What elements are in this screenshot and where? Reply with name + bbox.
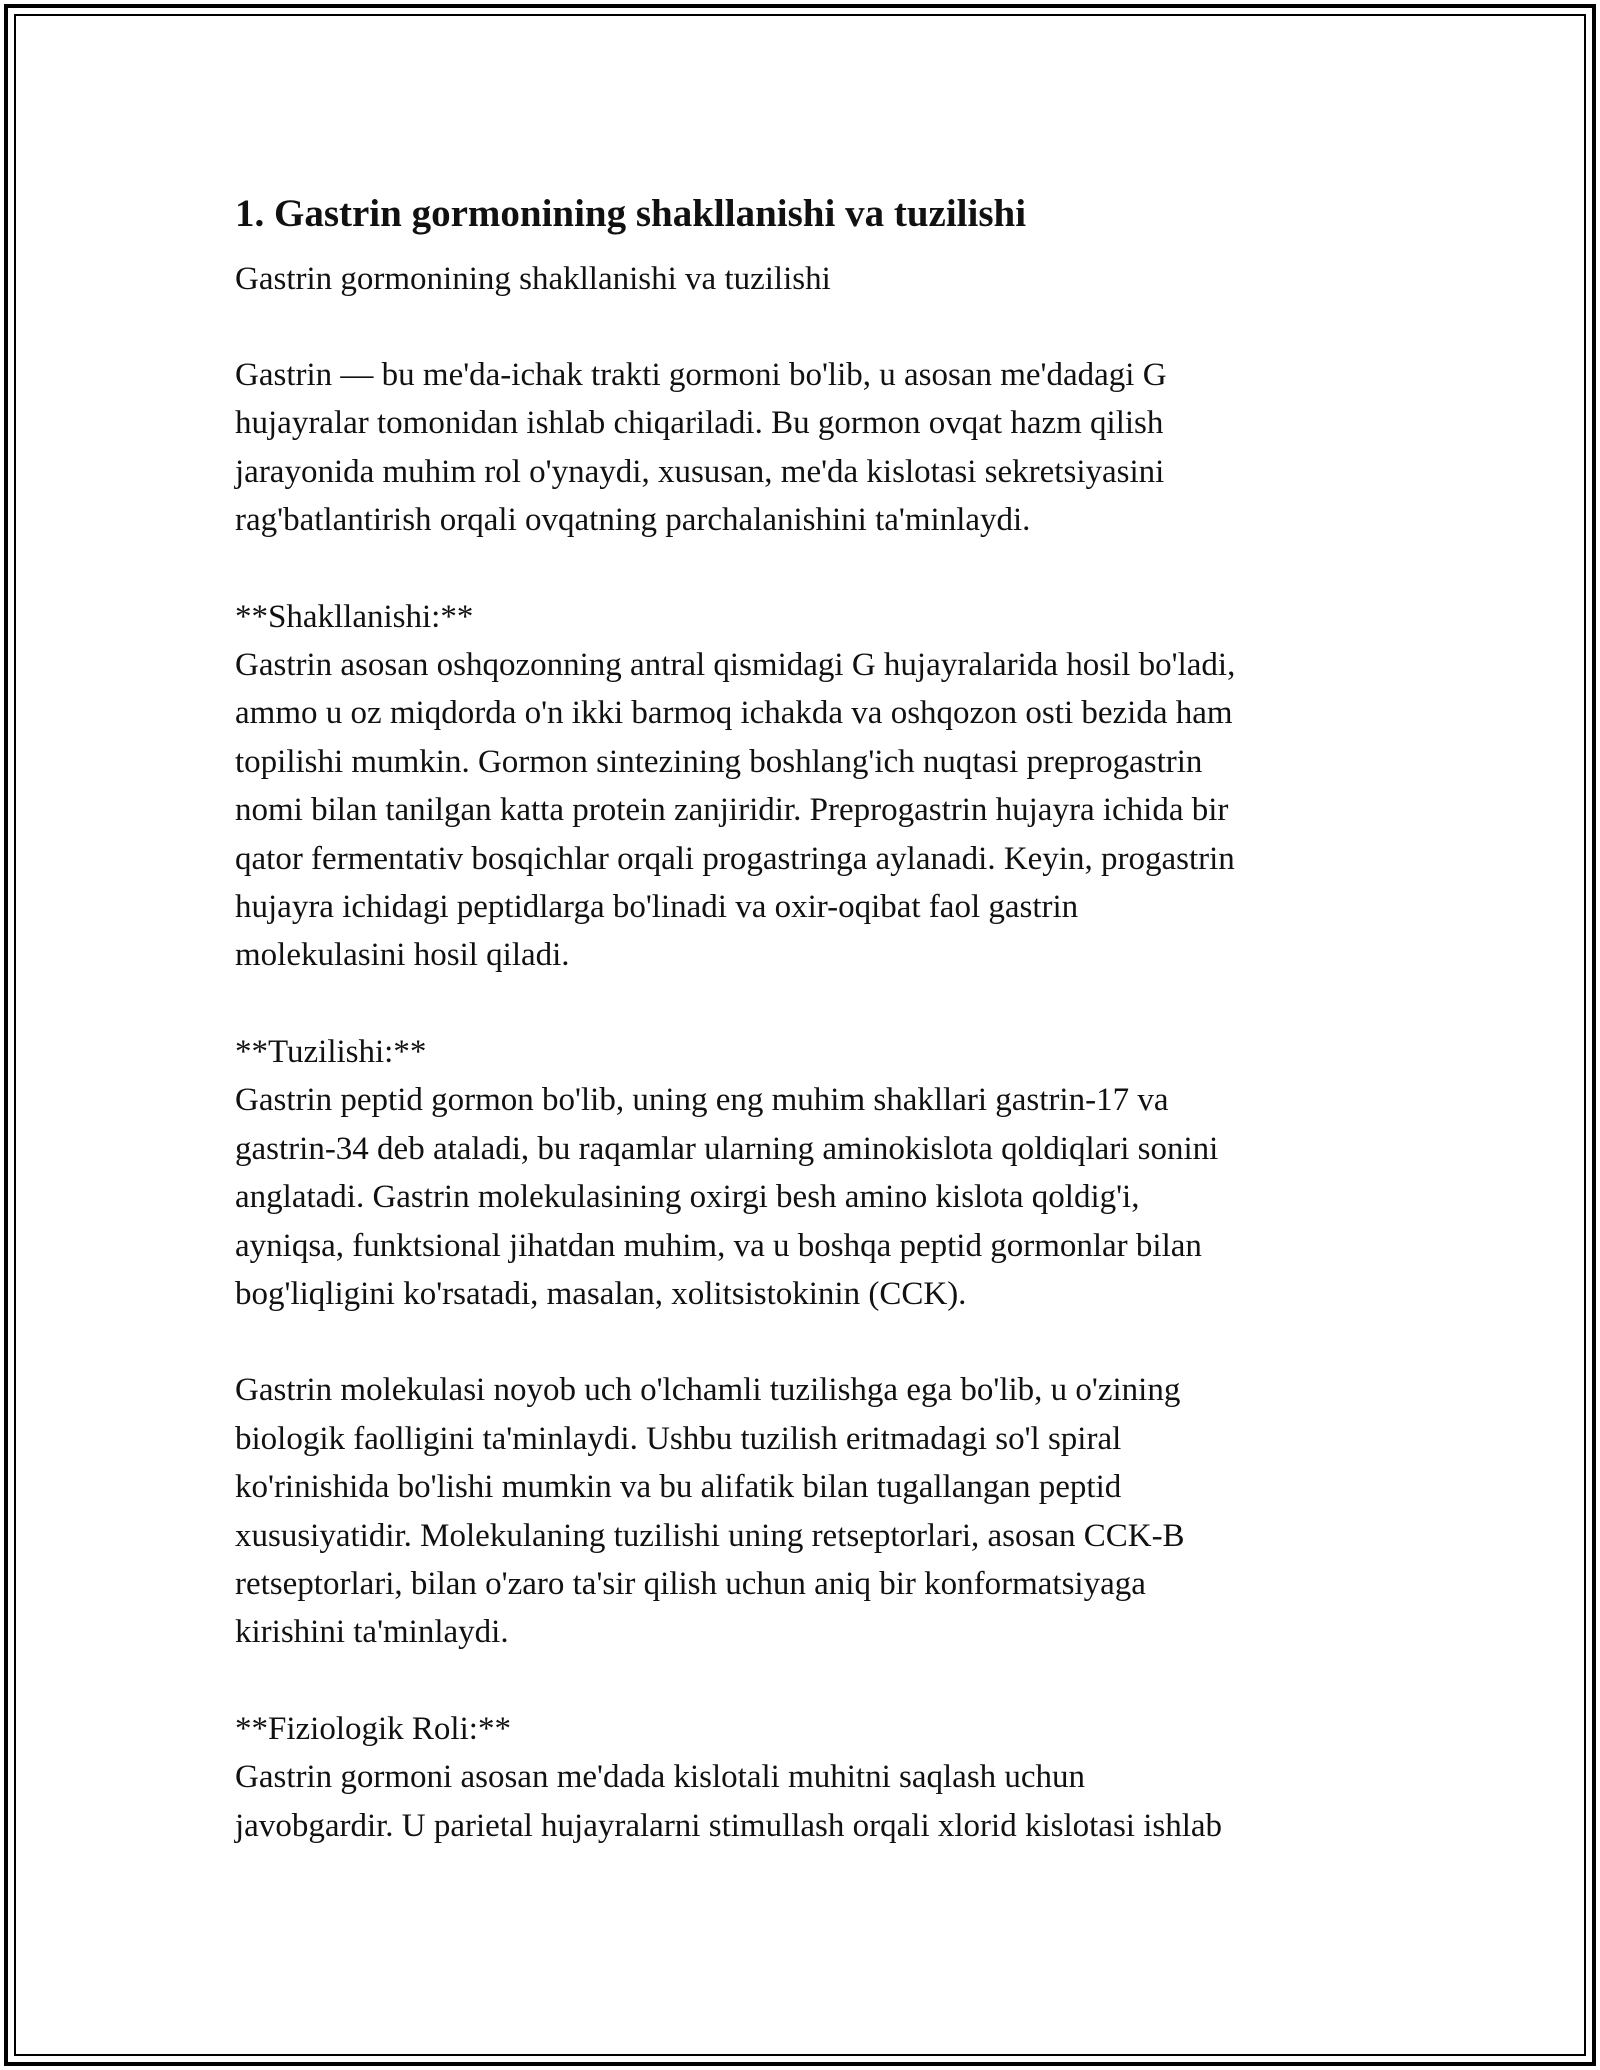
paragraph-molecule-structure: Gastrin molekulasi noyob uch o'lchamli tuzilishga ega bo'lib, u o'zining biologik faolligini ta'minlaydi. Ushbu tuzilish eritmadagi so'l spiral ko'rinishida bo'lishi mumkin va bu alifatik bilan tugallangan peptid xususiyatidir. Molekulaning tuzilishi uning retseptorlari, asosan CCK-B retseptorlari, bilan o'zaro ta'sir qilish uchun aniq bir konformatsiyaga kirishini ta'minlaydi. (235, 1372, 1185, 1651)
paragraph-shakllanishi: **Shakllanishi:** Gastrin asosan oshqozonning antral qismidagi G hujayralarida hosil bo'ladi, ammo u oz miqdorda o'n ikki barmoq ichakda va oshqozon osti bezida ham topilishi mumkin. Gormon sintezining boshlang'ich nuqtasi preprogastrin nomi bilan tanilgan katta protein zanjiridir. Preprogastrin hujayra ichida bir qator fermentativ bosqichlar orqali progastringa aylanadi. Keyin, progastrin hujayra ichidagi peptidlarga bo'linadi va oxir-oqibat faol gastrin molekulasini hosil qiladi. (235, 598, 1236, 974)
document-body (235, 185, 1375, 1850)
section-heading: 1. Gastrin gormonining shakllanishi va tuzilishi (235, 192, 1027, 235)
paragraph-intro: Gastrin — bu me'da-ichak trakti gormoni bo'lib, u asosan me'dadagi G hujayralar tomonidan ishlab chiqariladi. Bu gormon ovqat hazm qilish jarayonida muhim rol o'ynaydi, xususan, me'da kislotasi sekretsiyasini rag'batlantirish orqali ovqatning parchalanishini ta'minlaydi. (235, 357, 1167, 539)
paragraph-fiziologik-roli: **Fiziologik Roli:** Gastrin gormoni asosan me'dada kislotali muhitni saqlash uchun javobgardir. U parietal hujayralarni stimullash orqali xlorid kislotasi ishlab (235, 1710, 1223, 1844)
paragraph-tuzilishi: **Tuzilishi:** Gastrin peptid gormon bo'lib, uning eng muhim shakllari gastrin-17 va gastrin-34 deb ataladi, bu raqamlar ularning aminokislota qoldiqlari sonini anglatadi. Gastrin molekulasining oxirgi besh amino kislota qoldig'i, ayniqsa, funktsional jihatdan muhim, va u boshqa peptid gormonlar bilan bog'liqligini ko'rsatadi, masalan, xolitsistokinin (CCK). (235, 1033, 1219, 1312)
section-subtitle: Gastrin gormonining shakllanishi va tuzilishi (235, 261, 831, 297)
